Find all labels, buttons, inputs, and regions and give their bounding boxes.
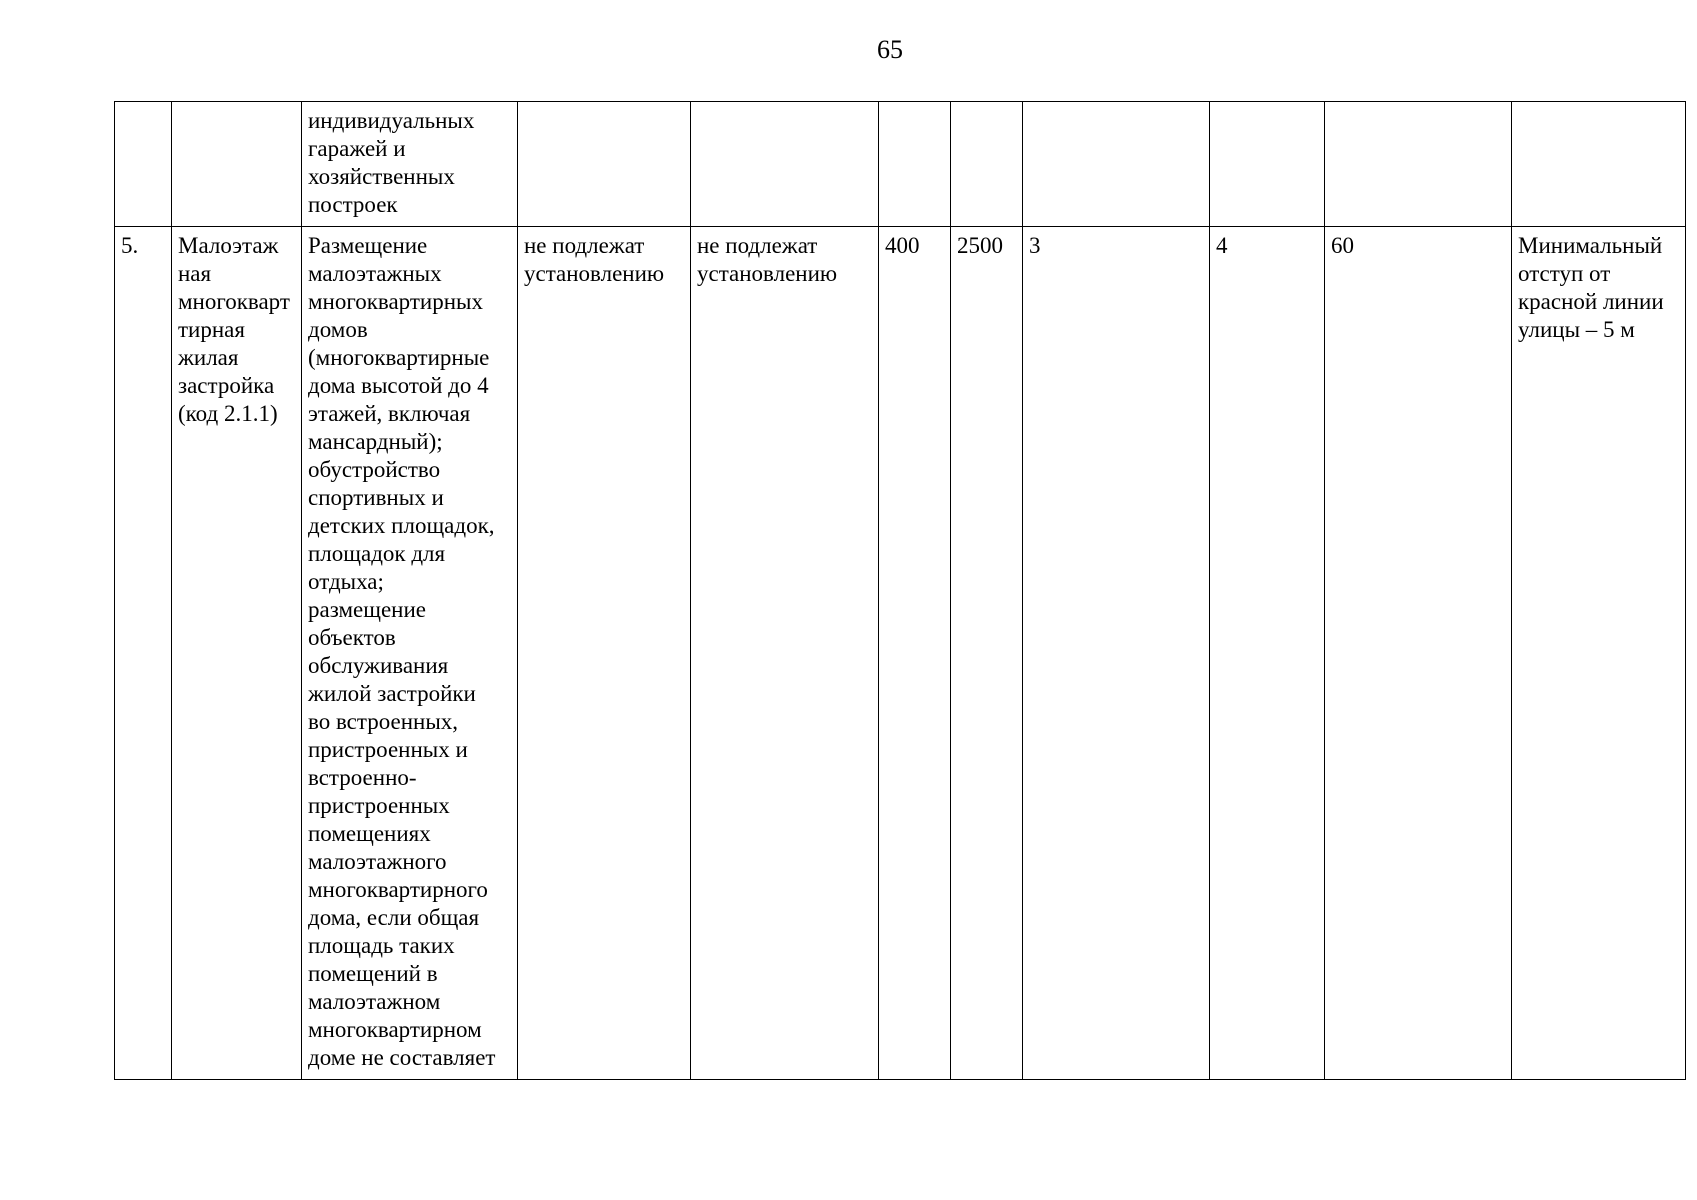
table-row (115, 227, 1686, 1080)
cell-notes (1512, 102, 1686, 227)
cell-land-use-type (172, 102, 302, 227)
cell-number: 5. (115, 227, 172, 1080)
cell-param-1 (518, 102, 691, 227)
table-row (115, 102, 1686, 227)
cell-use-description: Размещение малоэтажных многоквартирных домов (многоквартирные дома высотой до 4 этажей, включая мансардный); обустройство спортивных и детских площадок, площадок для отдыха; размещение объектов обслуживания жилой застройки во встроенных, пристроенных и встроенно- пристроенных помещениях малоэтажного многоквартирного дома, если общая площадь таких помещений в малоэтажном многоквартирном доме не составляет (302, 227, 518, 1080)
cell-param-7: 60 (1325, 227, 1512, 1080)
cell-param-5: 3 (1023, 227, 1210, 1080)
cell-param-5 (1023, 102, 1210, 227)
cell-use-description: индивидуальных гаражей и хозяйственных построек (302, 102, 518, 227)
cell-param-6: 4 (1210, 227, 1325, 1080)
page-number: 65 (877, 35, 903, 64)
cell-param-2 (691, 102, 879, 227)
cell-param-1: не подлежат установлению (518, 227, 691, 1080)
cell-param-2: не подлежат установлению (691, 227, 879, 1080)
cell-land-use-type: Малоэтаж ная многокварт тирная жилая застройка (код 2.1.1) (172, 227, 302, 1080)
cell-param-7 (1325, 102, 1512, 227)
cell-param-4 (951, 102, 1023, 227)
cell-param-3: 400 (879, 227, 951, 1080)
cell-param-6 (1210, 102, 1325, 227)
cell-param-3 (879, 102, 951, 227)
cell-param-4: 2500 (951, 227, 1023, 1080)
cell-notes: Минимальный отступ от красной линии улицы – 5 м (1512, 227, 1686, 1080)
zoning-regulations-table (114, 101, 1686, 1080)
cell-number (115, 102, 172, 227)
